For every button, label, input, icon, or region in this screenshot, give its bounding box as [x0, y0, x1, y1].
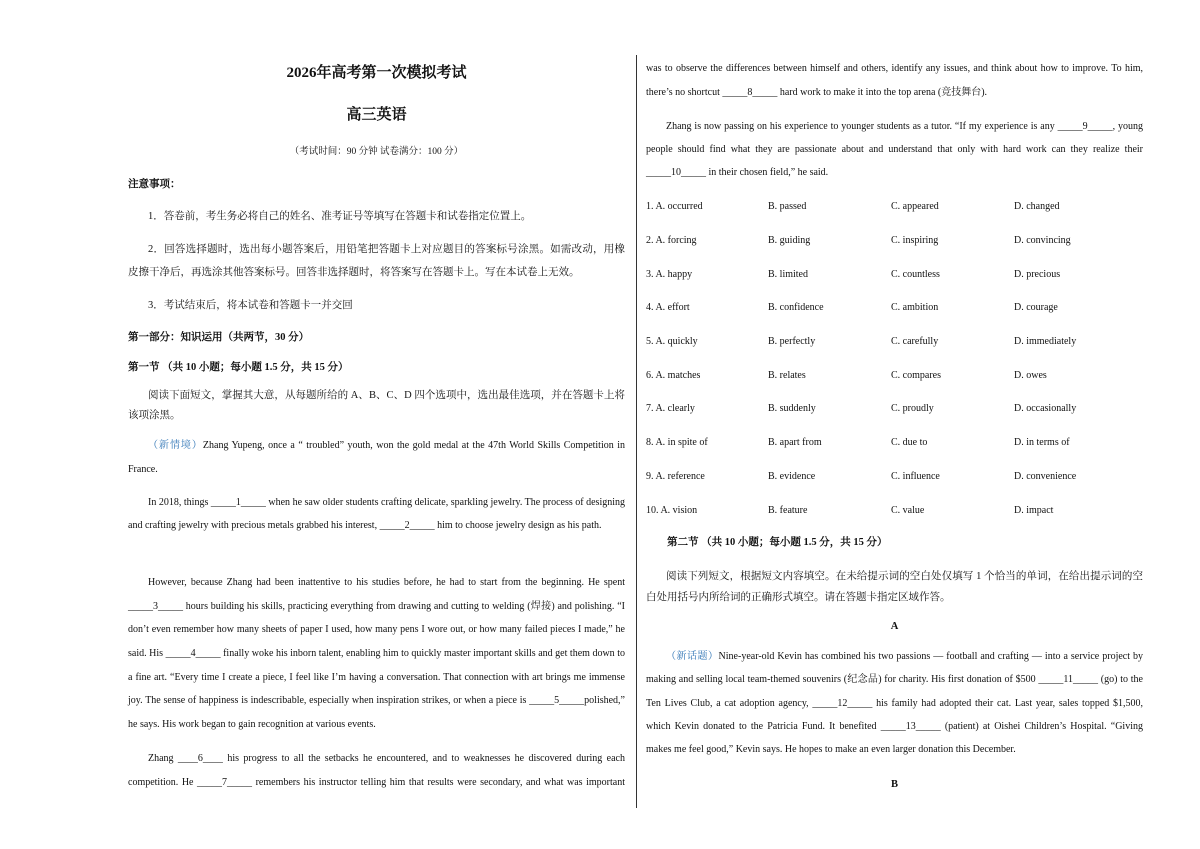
note-item-3: 3．考试结束后，将本试卷和答题卡一并交回 — [148, 300, 353, 311]
option-7-c: C. proudly — [891, 403, 934, 415]
passage-paragraph-4-end: was to observe the differences between himself and others, identify any issues, and think about how to improve. To him, there’s no shortcut _____8_____ hard work to make it into the top arena (竞技舞台). — [646, 63, 1143, 98]
option-row-9 — [646, 460, 1143, 494]
option-9-c: C. influence — [891, 470, 940, 482]
option-8-c: C. due to — [891, 437, 928, 449]
passage-a-paragraph — [646, 645, 1143, 761]
option-8-b: B. apart from — [768, 437, 822, 449]
option-6-b: B. relates — [768, 369, 806, 381]
option-1-c: C. appeared — [891, 201, 939, 213]
option-row-5 — [646, 325, 1143, 359]
option-4-a: 4. A. effort — [646, 302, 690, 314]
options-table — [646, 190, 1143, 527]
option-9-b: B. evidence — [768, 470, 816, 482]
option-9-d: D. convenience — [1014, 470, 1077, 482]
option-2-c: C. inspiring — [891, 235, 939, 247]
option-3-c: C. countless — [891, 268, 940, 280]
option-row-7 — [646, 392, 1143, 426]
option-row-2 — [646, 224, 1143, 258]
option-4-d: D. courage — [1014, 302, 1058, 314]
option-2-b: B. guiding — [768, 235, 811, 247]
section2-instruction: 阅读下列短文，根据短文内容填空。在未给提示词的空白处仅填写 1 个恰当的单词，在给出提示词的空白处用括号内所给词的正确形式填空。请在答题卡指定区域作答。 — [646, 571, 1143, 603]
passage-a-text: Nine-year-old Kevin has combined his two passions — football and crafting — into a service project by making and selling local team-themed souvenirs (纪念品) for charity. His first donation of $500 _____11_____ (go) to the Ten Lives Club, a cat adoption agency, _____12_____ his family had adopted their cat. Last year, sales topped $1,500, which Kevin donated to the Patricia Fund. It benefited _____13_____ (patient) at Oishei Children’s Hospital. “Giving makes me feel good,” Kevin says. He hopes to make an even larger donation this December. — [646, 651, 1144, 756]
passage-paragraph-4-start: Zhang ____6____ his progress to all the setbacks he encountered, and to weaknesses he discovered during each competition. He _____7_____ remembers his instructor telling him that results were secondary, and what was important — [128, 753, 625, 788]
option-6-a: 6. A. matches — [646, 369, 701, 381]
option-7-a: 7. A. clearly — [646, 403, 695, 415]
option-10-d: D. impact — [1014, 504, 1054, 516]
option-row-3 — [646, 257, 1143, 291]
passage-a-tag: （新话题） — [666, 651, 719, 662]
option-1-d: D. changed — [1014, 201, 1060, 213]
option-8-d: D. in terms of — [1014, 437, 1070, 449]
option-3-b: B. limited — [768, 268, 808, 280]
option-1-a: 1. A. occurred — [646, 201, 703, 213]
option-3-d: D. precious — [1014, 268, 1061, 280]
passage-a-label: A — [890, 621, 899, 632]
option-6-d: D. owes — [1014, 369, 1047, 381]
option-6-c: C. compares — [891, 369, 941, 381]
part1-heading: 第一部分：知识运用（共两节，30 分） — [128, 332, 310, 343]
option-4-b: B. confidence — [768, 302, 824, 314]
note-item-2: 2．回答选择题时，选出每小题答案后，用铅笔把答题卡上对应题目的答案标号涂黑。如需改动，用橡皮擦干净后，再选涂其他答案标号。回答非选择题时，将答案写在答题卡上。写在本试卷上无效。 — [128, 244, 625, 278]
option-1-b: B. passed — [768, 201, 807, 213]
option-7-d: D. occasionally — [1014, 403, 1077, 415]
option-5-b: B. perfectly — [768, 336, 816, 348]
option-5-c: C. carefully — [891, 336, 939, 348]
passage-tag: （新情境） — [148, 440, 203, 451]
exam-info: （考试时间：90 分钟 试卷满分：100 分） — [289, 147, 464, 157]
option-10-a: 10. A. vision — [646, 504, 698, 516]
passage-paragraph-3: However, because Zhang had been inattentive to his studies before, he had to start from the beginning. He spent _____3_____ hours building his skills, practicing everything from drawing and cutting to welding (焊接) and polishing. “I don’t even remember how many sheets of paper I used, how many pens I wore out, or how many failed pieces I made,” he said. His _____4_____ finally woke his inborn talent, enabling him to quickly master important skills and get them down to a fine art. “Every time I create a piece, I feel like I’m having a conversation. That connection with art brings me immense joy. The sense of happiness is indescribable, especially when inspiration strikes, or when a piece is _____5_____polished,” he says. His work began to gain recognition at various events. — [128, 577, 625, 731]
passage-paragraph-5: Zhang is now passing on his experience to younger students as a tutor. “If my experience is any _____9_____, young people should find what they are passionate about and understand that only with hard work can they realize their _____10_____ in their chosen field,” he said. — [646, 121, 1143, 178]
passage-paragraph-2: In 2018, things _____1_____ when he saw older students crafting delicate, sparkling jewelry. The process of designing and crafting jewelry with precious metals grabbed his interest, _____2_____ him to choose jewelry design as his path. — [128, 497, 625, 532]
option-8-a: 8. A. in spite of — [646, 437, 708, 449]
section2-heading: 第二节 （共 10 小题；每小题 1.5 分，共 15 分） — [667, 537, 888, 548]
option-4-c: C. ambition — [891, 302, 939, 314]
option-2-d: D. convincing — [1014, 235, 1071, 247]
exam-subject: 高三英语 — [346, 107, 407, 123]
option-9-a: 9. A. reference — [646, 470, 705, 482]
option-row-6 — [646, 358, 1143, 392]
section1-heading: 第一节 （共 10 小题；每小题 1.5 分，共 15 分） — [128, 362, 349, 373]
passage-paragraph-1 — [128, 434, 625, 481]
option-row-1 — [646, 190, 1143, 224]
option-7-b: B. suddenly — [768, 403, 816, 415]
option-row-4 — [646, 291, 1143, 325]
note-item-1: 1．答卷前，考生务必将自己的姓名、准考证号等填写在答题卡和试卷指定位置上。 — [148, 211, 532, 222]
option-3-a: 3. A. happy — [646, 268, 693, 280]
notes-heading: 注意事项： — [128, 179, 181, 190]
exam-title: 2026年高考第一次模拟考试 — [286, 65, 467, 81]
option-10-b: B. feature — [768, 504, 808, 516]
option-row-8 — [646, 426, 1143, 460]
section1-instruction: 阅读下面短文，掌握其大意，从每题所给的 A、B、C、D 四个选项中，选出最佳选项，并在答题卡上将该项涂黑。 — [128, 390, 625, 421]
option-10-c: C. value — [891, 504, 925, 516]
passage-paragraph-1-text: Zhang Yupeng, once a “ troubled” youth, won the gold medal at the 47th World Skills Competition in France. — [128, 440, 625, 475]
option-5-a: 5. A. quickly — [646, 336, 698, 348]
passage-b-label: B — [890, 779, 898, 790]
column-divider — [636, 55, 637, 808]
option-row-10 — [646, 493, 1143, 527]
option-5-d: D. immediately — [1014, 336, 1077, 348]
option-2-a: 2. A. forcing — [646, 235, 697, 247]
